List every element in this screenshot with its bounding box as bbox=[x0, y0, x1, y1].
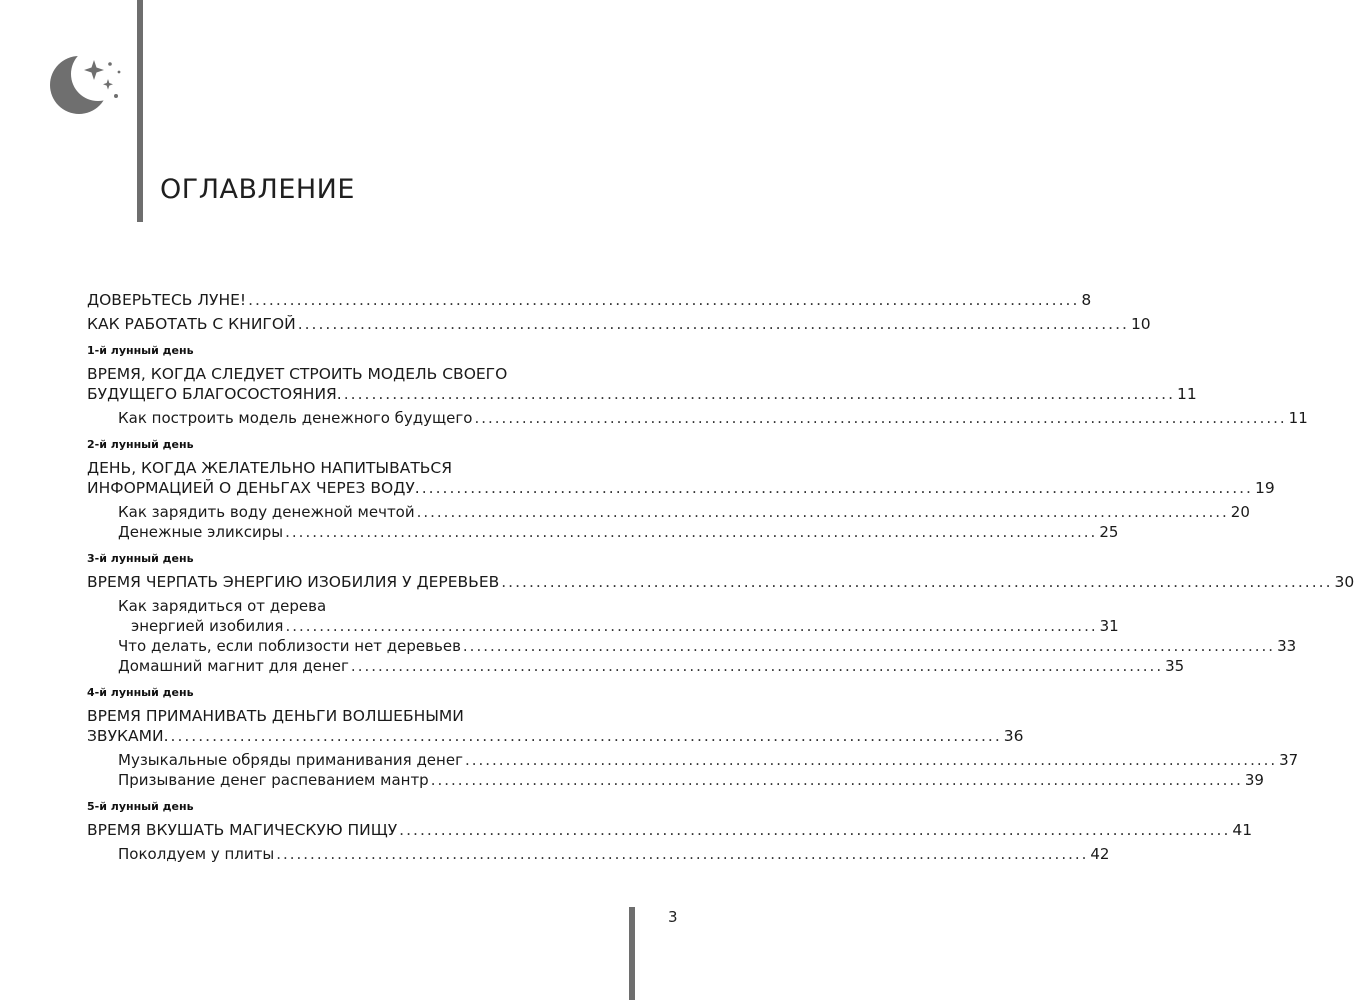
dot-leader: ........................................................................................................................ bbox=[276, 845, 1089, 863]
toc-entry-title-line: ЗВУКАМИ. bbox=[87, 727, 169, 745]
toc-entry-page: 20 bbox=[1230, 503, 1250, 521]
dot-leader: ........................................................................................................................ bbox=[416, 503, 1229, 521]
dot-leader: ........................................................................................................................ bbox=[285, 617, 1098, 635]
toc-chapter-day-1[interactable] bbox=[87, 364, 1197, 404]
decorative-vertical-bar bbox=[629, 907, 635, 1000]
toc-subentry[interactable] bbox=[118, 656, 1185, 676]
page-title: ОГЛАВЛЕНИЕ bbox=[160, 174, 355, 205]
dot-leader: ........................................................................................................................ bbox=[350, 657, 1164, 675]
dot-leader: ........................................................................................................................ bbox=[421, 479, 1253, 497]
toc-subentry[interactable] bbox=[118, 596, 1119, 636]
toc-chapter-day-2[interactable] bbox=[87, 458, 1275, 498]
toc-entry-title: ДОВЕРЬТЕСЬ ЛУНЕ! bbox=[87, 291, 247, 309]
toc-subentry-title: Призывание денег распеванием мантр bbox=[118, 771, 429, 789]
toc-entry-title-line: ВРЕМЯ ПРИМАНИВАТЬ ДЕНЬГИ ВОЛШЕБНЫМИ bbox=[87, 707, 464, 725]
crescent-moon-stars-icon bbox=[46, 52, 130, 118]
toc-entry-page: 10 bbox=[1130, 315, 1151, 333]
toc-subentry-title-line: Как зарядиться от дерева bbox=[118, 597, 327, 615]
dot-leader: ........................................................................................................................ bbox=[399, 821, 1231, 839]
toc-entry-title-line: ДЕНЬ, КОГДА ЖЕЛАТЕЛЬНО НАПИТЫВАТЬСЯ bbox=[87, 459, 453, 477]
dot-leader: ........................................................................................................................ bbox=[170, 727, 1002, 745]
dot-leader: ........................................................................................................................ bbox=[248, 291, 1080, 309]
toc-entry-title: КАК РАБОТАТЬ С КНИГОЙ bbox=[87, 315, 296, 333]
toc-entry-title: ВРЕМЯ ВКУШАТЬ МАГИЧЕСКУЮ ПИЩУ bbox=[87, 821, 398, 839]
lunar-day-label: 4-й лунный день bbox=[87, 686, 194, 699]
dot-leader: ........................................................................................................................ bbox=[285, 523, 1098, 541]
lunar-day-label: 2-й лунный день bbox=[87, 438, 194, 451]
dot-leader: ........................................................................................................................ bbox=[464, 751, 1278, 769]
lunar-day-label: 5-й лунный день bbox=[87, 800, 194, 813]
toc-entry-title-line: ИНФОРМАЦИЕЙ О ДЕНЬГАХ ЧЕРЕЗ ВОДУ. bbox=[87, 479, 420, 497]
toc-entry-page: 30 bbox=[1334, 573, 1354, 591]
toc-subentry[interactable] bbox=[118, 750, 1299, 770]
toc-entry-page: 8 bbox=[1081, 291, 1092, 309]
toc-entry-page: 37 bbox=[1279, 751, 1299, 769]
dot-leader: ........................................................................................................................ bbox=[474, 409, 1287, 427]
toc-subentry[interactable] bbox=[118, 502, 1250, 522]
toc-subentry[interactable] bbox=[118, 522, 1119, 542]
toc-entry-page: 33 bbox=[1277, 637, 1297, 655]
toc-entry-title-line: БУДУЩЕГО БЛАГОСОСТОЯНИЯ. bbox=[87, 385, 342, 403]
decorative-vertical-bar bbox=[137, 0, 143, 222]
toc-entry-page: 31 bbox=[1099, 617, 1119, 635]
toc-entry-intro-1[interactable] bbox=[87, 290, 1092, 310]
dot-leader: ........................................................................................................................ bbox=[297, 315, 1129, 333]
toc-subentry-title: Как зарядить воду денежной мечтой bbox=[118, 503, 415, 521]
toc-entry-intro-2[interactable] bbox=[87, 314, 1151, 334]
toc-subentry[interactable] bbox=[118, 408, 1308, 428]
dot-leader: ........................................................................................................................ bbox=[462, 637, 1276, 655]
toc-chapter-day-5[interactable] bbox=[87, 820, 1253, 840]
toc-entry-page: 11 bbox=[1288, 409, 1308, 427]
page-number: 3 bbox=[668, 908, 678, 926]
toc-subentry[interactable] bbox=[118, 770, 1264, 790]
toc-subentry[interactable] bbox=[118, 844, 1110, 864]
toc-entry-page: 42 bbox=[1090, 845, 1110, 863]
toc-subentry[interactable] bbox=[118, 636, 1297, 656]
lunar-day-label: 1-й лунный день bbox=[87, 344, 194, 357]
toc-entry-page: 25 bbox=[1099, 523, 1119, 541]
toc-entry-page: 39 bbox=[1244, 771, 1264, 789]
toc-subentry-title: Домашний магнит для денег bbox=[118, 657, 349, 675]
toc-subentry-title: Денежные эликсиры bbox=[118, 523, 284, 541]
toc-subentry-title: Как построить модель денежного будущего bbox=[118, 409, 473, 427]
toc-subentry-title: Музыкальные обряды приманивания денег bbox=[118, 751, 463, 769]
toc-subentry-title: Поколдуем у плиты bbox=[118, 845, 275, 863]
toc-chapter-day-4[interactable] bbox=[87, 706, 1024, 746]
dot-leader: ........................................................................................................................ bbox=[343, 385, 1175, 403]
toc-entry-title-line: ВРЕМЯ, КОГДА СЛЕДУЕТ СТРОИТЬ МОДЕЛЬ СВОЕГО bbox=[87, 365, 508, 383]
toc-chapter-day-3[interactable] bbox=[87, 572, 1354, 592]
toc-entry-page: 19 bbox=[1254, 479, 1275, 497]
toc-entry-page: 11 bbox=[1177, 385, 1197, 403]
toc-entry-page: 35 bbox=[1165, 657, 1185, 675]
lunar-day-label: 3-й лунный день bbox=[87, 552, 194, 565]
toc-subentry-title: Что делать, если поблизости нет деревьев bbox=[118, 637, 461, 655]
toc-entry-page: 36 bbox=[1003, 727, 1024, 745]
dot-leader: ........................................................................................................................ bbox=[430, 771, 1243, 789]
table-of-contents bbox=[87, 290, 1354, 864]
toc-entry-page: 41 bbox=[1232, 821, 1253, 839]
toc-entry-title: ВРЕМЯ ЧЕРПАТЬ ЭНЕРГИЮ ИЗОБИЛИЯ У ДЕРЕВЬЕВ bbox=[87, 573, 500, 591]
toc-subentry-title-line: энергией изобилия bbox=[131, 617, 284, 635]
dot-leader: ........................................................................................................................ bbox=[501, 573, 1333, 591]
